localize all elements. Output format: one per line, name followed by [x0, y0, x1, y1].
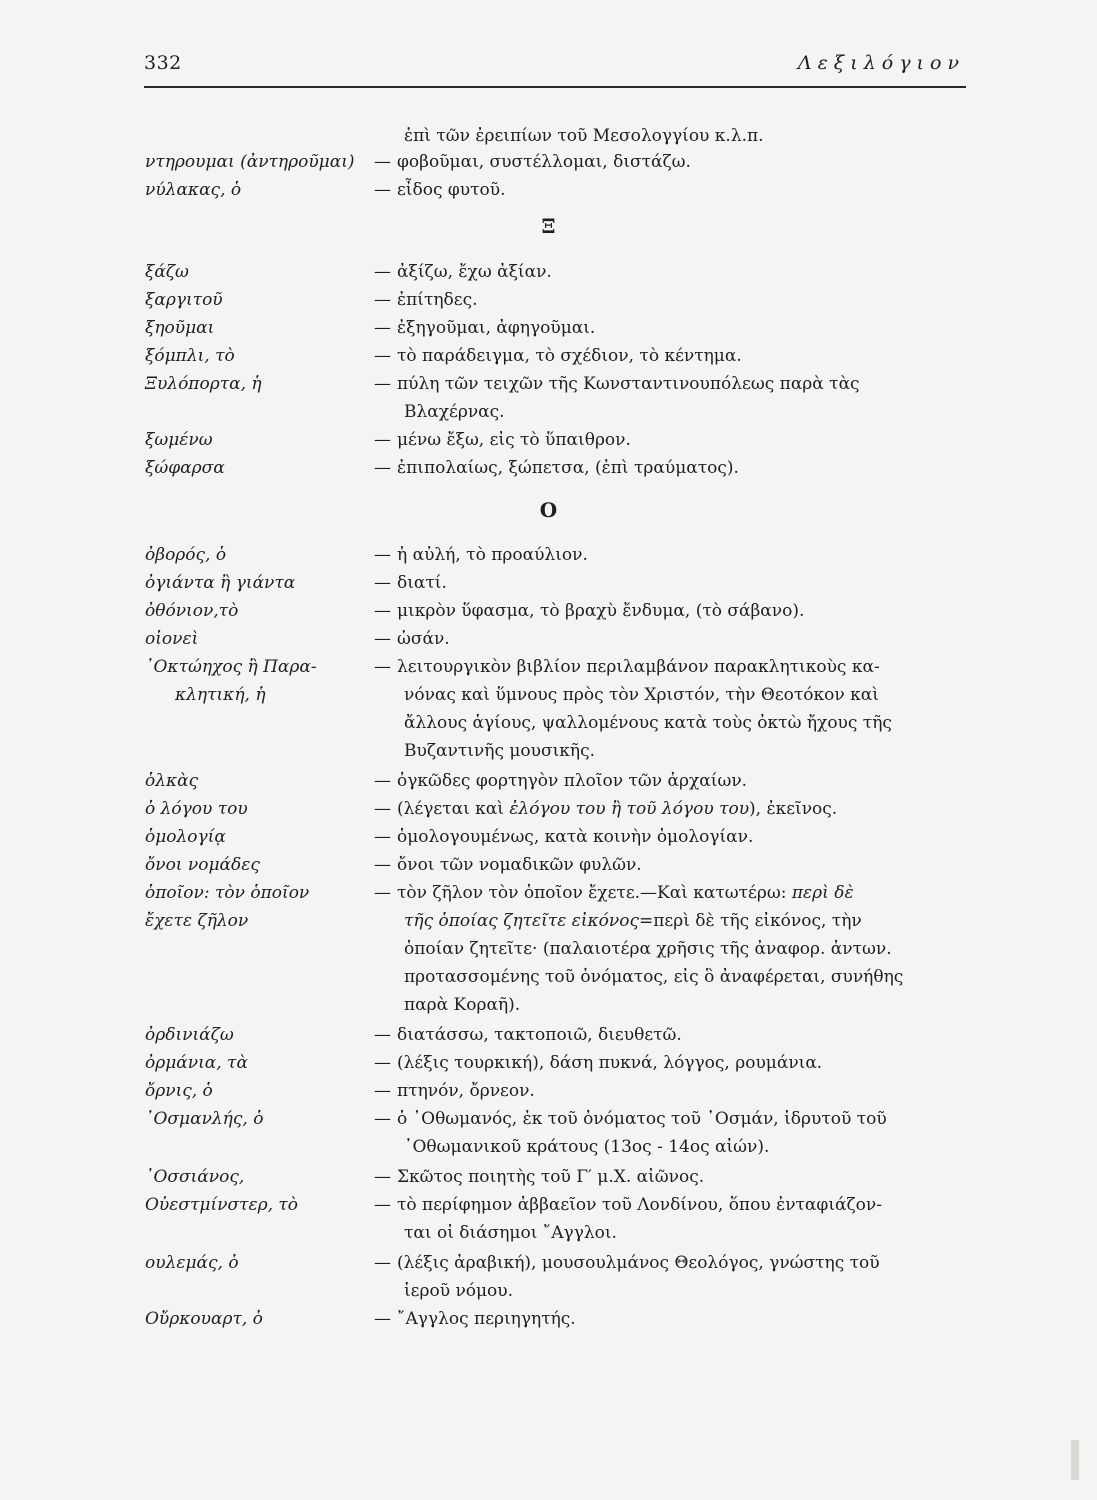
letter-heading-xi: Ξ — [541, 214, 556, 238]
entry-term: ὁμολογίᾳ — [145, 827, 226, 847]
entry-term: ᾿Οσμανλής, ὁ — [145, 1109, 264, 1129]
entry-term: ὁλκὰς — [145, 771, 199, 791]
entry-definition: — ὄνοι τῶν νομαδικῶν φυλῶν. — [374, 855, 642, 875]
entry-definition-continuation: ται οἱ διάσημοι ῎Αγγλοι. — [404, 1223, 617, 1243]
entry-definition-continuation: τῆς ὁποίας ζητεῖτε εἰκόνος=περὶ δὲ τῆς εἰκόνος, τὴν — [404, 911, 862, 931]
entry-term: ᾿Οκτώηχος ἢ Παρα- — [145, 657, 317, 677]
entry-definition-continuation: παρὰ Κοραῆ). — [404, 995, 521, 1015]
scan-edge-mark — [1071, 1440, 1079, 1480]
entry-definition: — ὡσάν. — [374, 629, 450, 649]
entry-term: ὀγιάντα ἢ γιάντα — [145, 573, 296, 593]
entry-term: ντηρουμαι (ἀντηροῦμαι) — [145, 152, 355, 172]
entry-term: ὀβορός, ὁ — [145, 545, 227, 565]
entry-definition: — ἐξηγοῦμαι, ἀφηγοῦμαι. — [374, 318, 596, 338]
entry-definition: — διατάσσω, τακτοποιῶ, διευθετῶ. — [374, 1025, 682, 1045]
entry-definition: — μένω ἔξω, εἰς τὸ ὕπαιθρον. — [374, 430, 631, 450]
entry-term: Οὐεστμίνστερ, τὸ — [145, 1195, 299, 1215]
entry-definition: — τὸν ζῆλον τὸν ὁποῖον ἔχετε.—Καὶ κατωτέρω: περὶ δὲ — [374, 883, 854, 903]
entry-definition-continuation: ᾿Οθωμανικοῦ κράτους (13ος - 14ος αἰών). — [404, 1137, 770, 1157]
entry-definition: — φοβοῦμαι, συστέλλομαι, διστάζω. — [374, 152, 691, 172]
entry-definition: — (λέγεται καὶ ἐλόγου του ἢ τοῦ λόγου του), ἐκεῖνος. — [374, 799, 838, 819]
entry-definition: — πύλη τῶν τειχῶν τῆς Κωνσταντινουπόλεως παρὰ τὰς — [374, 374, 860, 394]
entry-definition: — ὁ ᾿Οθωμανός, ἐκ τοῦ ὀνόματος τοῦ ᾿Οσμάν, ἱδρυτοῦ τοῦ — [374, 1109, 887, 1129]
entry-term: ξόμπλι, τὸ — [145, 346, 235, 366]
entry-term: ὀρδινιάζω — [145, 1025, 234, 1045]
entry-term: ξωμένω — [145, 430, 213, 450]
entry-term: ουλεμάς, ὁ — [145, 1253, 239, 1273]
entry-term: ὁποῖον: τὸν ὁποῖον — [145, 883, 310, 903]
entry-term: νύλακας, ὁ — [145, 180, 242, 200]
entry-definition-continuation: ἄλλους ἁγίους, ψαλλομένους κατὰ τοὺς ὀκτὼ ἤχους τῆς — [404, 713, 892, 733]
entry-term: ξάζω — [145, 262, 189, 282]
entry-definition: — τὸ παράδειγμα, τὸ σχέδιον, τὸ κέντημα. — [374, 346, 742, 366]
entry-term: ὁ λόγου του — [145, 799, 248, 819]
entry-term: Οὔρκουαρτ, ὁ — [145, 1309, 263, 1329]
entry-definition: — ὁμολογουμένως, κατὰ κοινὴν ὁμολογίαν. — [374, 827, 754, 847]
entry-definition: — ὀγκῶδες φορτηγὸν πλοῖον τῶν ἀρχαίων. — [374, 771, 748, 791]
entry-definition: — Σκῶτος ποιητὴς τοῦ Γ′ μ.Χ. αἰῶνος. — [374, 1167, 705, 1187]
entry-term: ξαργιτοῦ — [145, 290, 223, 310]
entry-term: ᾿Οσσιάνος, — [145, 1167, 245, 1187]
entry-definition: — ἀξίζω, ἔχω ἀξίαν. — [374, 262, 552, 282]
entry-definition-continuation: Βυζαντινῆς μουσικῆς. — [404, 741, 595, 761]
entry-definition-continuation: Βλαχέρνας. — [404, 402, 505, 422]
page-number: 332 — [144, 52, 182, 74]
entry-definition: — τὸ περίφημον ἀββαεῖον τοῦ Λονδίνου, ὅπου ἐνταφιάζον- — [374, 1195, 882, 1215]
entry-term: ὄνοι νομάδες — [145, 855, 260, 875]
entry-definition: — λειτουργικὸν βιβλίον περιλαμβάνον παρακλητικοὺς κα- — [374, 657, 880, 677]
entry-definition: — ῎Αγγλος περιηγητής. — [374, 1309, 576, 1329]
continuation-line: ἐπὶ τῶν ἐρειπίων τοῦ Μεσολογγίου κ.λ.π. — [404, 126, 764, 146]
entry-definition: — ἐπιπολαίως, ξώπετσα, (ἐπὶ τραύματος). — [374, 458, 739, 478]
entry-term: ὄρνις, ὁ — [145, 1081, 213, 1101]
entry-definition-continuation: προτασσομένης τοῦ ὀνόματος, εἰς ὃ ἀναφέρεται, συνήθης — [404, 967, 904, 987]
entry-term: ὀθόνιον,τὸ — [145, 601, 239, 621]
entry-term-continuation: κλητική, ἡ — [175, 685, 266, 705]
entry-definition-continuation: ὁποίαν ζητεῖτε· (παλαιοτέρα χρῆσις τῆς ἀναφορ. ἀντων. — [404, 939, 892, 959]
entry-term: οἱονεὶ — [145, 629, 199, 649]
letter-heading-omicron: Ο — [539, 498, 558, 522]
running-title: Λεξιλόγιον — [797, 52, 965, 74]
entry-term: ξώφαρσα — [145, 458, 225, 478]
entry-definition: — ἡ αὐλή, τὸ προαύλιον. — [374, 545, 588, 565]
entry-term-continuation: ἔχετε ζῆλον — [145, 911, 249, 931]
entry-definition: — (λέξις τουρκική), δάση πυκνά, λόγγος, ρουμάνια. — [374, 1053, 823, 1073]
entry-term: ξηοῦμαι — [145, 318, 215, 338]
entry-definition: — ἐπίτηδες. — [374, 290, 478, 310]
entry-definition: — διατί. — [374, 573, 447, 593]
entry-definition: — εἶδος φυτοῦ. — [374, 180, 506, 200]
entry-term: Ξυλόπορτα, ἡ — [145, 374, 262, 394]
entry-definition-continuation: νόνας καὶ ὕμνους πρὸς τὸν Χριστόν, τὴν Θεοτόκον καὶ — [404, 685, 879, 705]
entry-definition: — (λέξις ἀραβική), μουσουλμάνος Θεολόγος, γνώστης τοῦ — [374, 1253, 880, 1273]
entry-term: ὀρμάνια, τὰ — [145, 1053, 248, 1073]
entry-definition-continuation: ἱεροῦ νόμου. — [404, 1281, 514, 1301]
entry-definition: — πτηνόν, ὄρνεον. — [374, 1081, 535, 1101]
entry-definition: — μικρὸν ὕφασμα, τὸ βραχὺ ἔνδυμα, (τὸ σάβανο). — [374, 601, 805, 621]
